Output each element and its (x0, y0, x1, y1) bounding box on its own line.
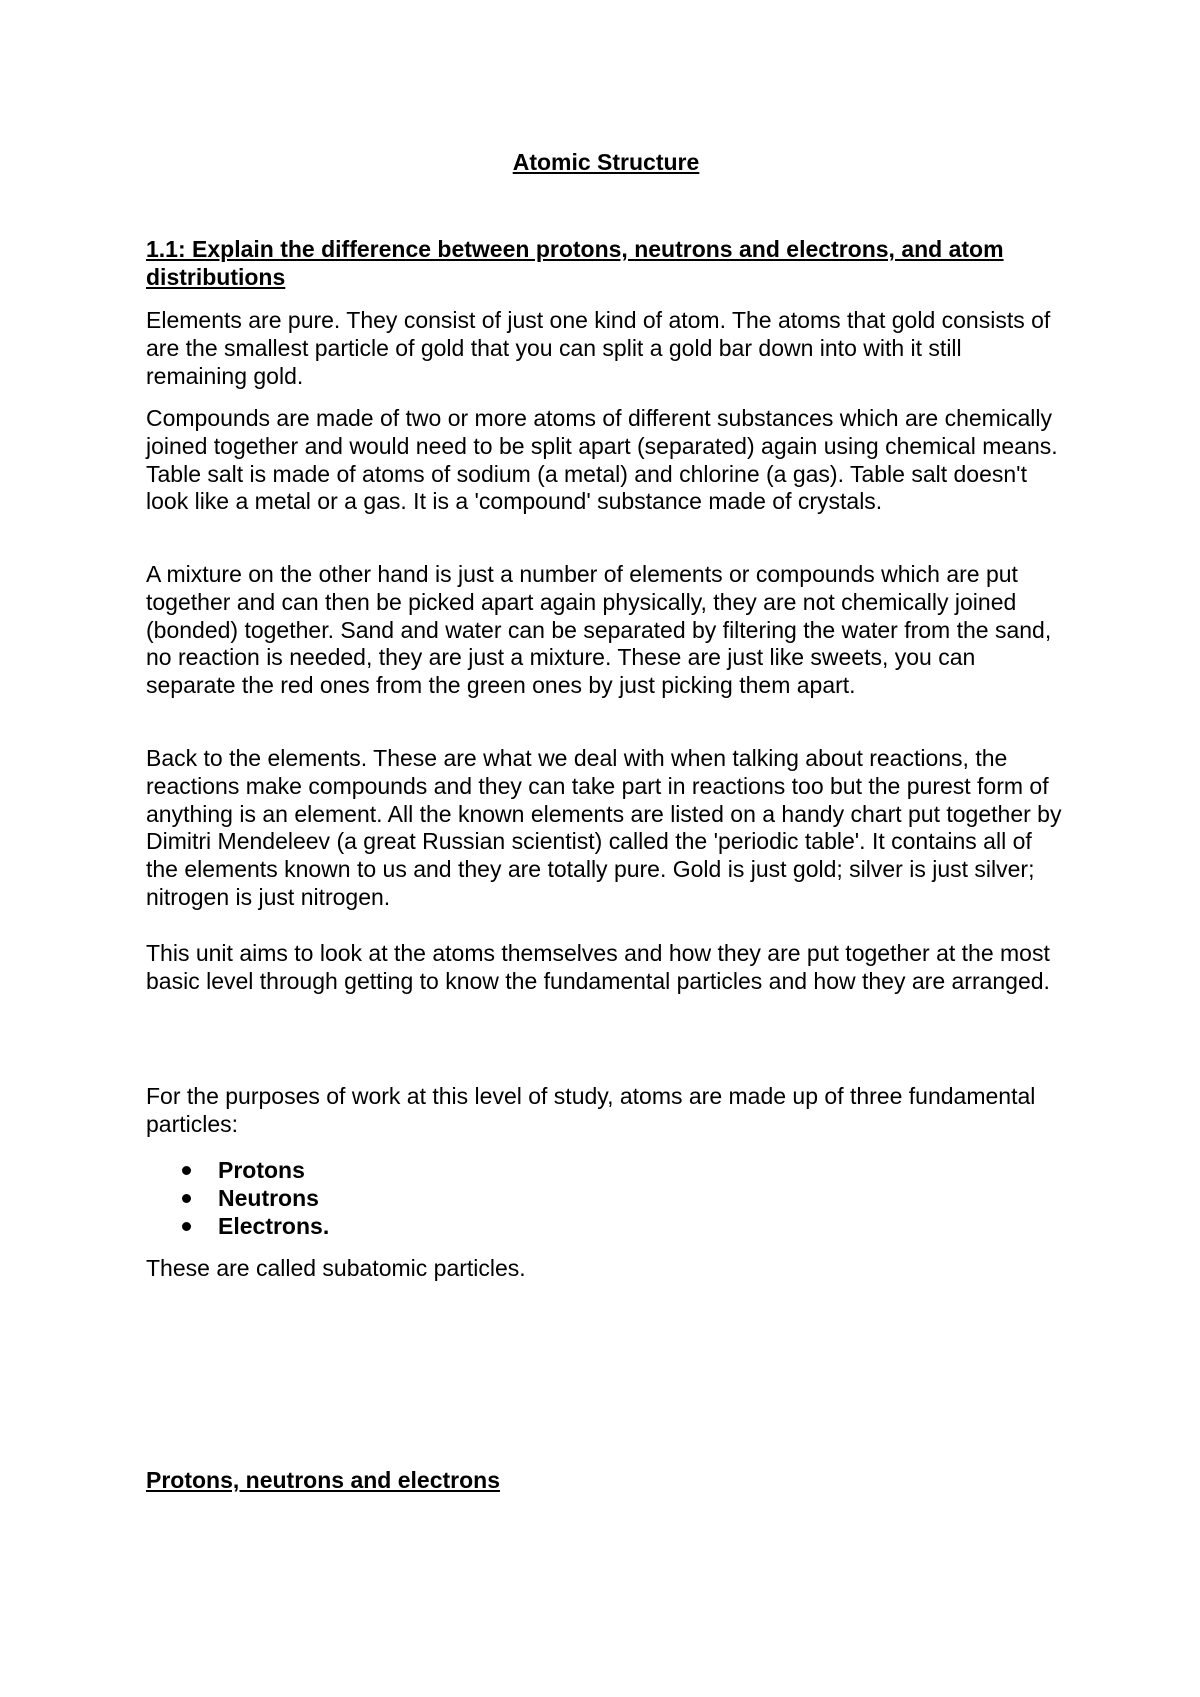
paragraph-compounds: Compounds are made of two or more atoms of different substances which are chemically joined together and would need to be split apart (separated) again using chemical means. Table salt is made of atoms of sodium (a metal) and chlorine (a gas). Table salt doesn't look like a metal or a gas. It is a 'compound' substance made of crystals. (146, 405, 1058, 515)
paragraph-subatomic: These are called subatomic particles. (146, 1255, 526, 1281)
list-item-label: Protons (218, 1157, 305, 1183)
paragraph-mixture: A mixture on the other hand is just a number of elements or compounds which are put together and can then be picked apart again physically, they are not chemically joined (bonded) together. Sand and water can be separated by filtering the water from the sand, no reaction is needed, they are just a mixture. These are just like sweets, you can separate the red ones from the green ones by just picking them apart. (146, 561, 1052, 699)
section-heading-protons-neutrons-electrons: Protons, neutrons and electrons (146, 1467, 500, 1493)
section-heading-1-1: 1.1: Explain the difference between protons, neutrons and electrons, and atom distributions (146, 236, 1004, 290)
list-item (218, 1156, 329, 1184)
bullet-icon (182, 1166, 191, 1175)
list-item (218, 1184, 329, 1212)
paragraph-unit-aims: This unit aims to look at the atoms themselves and how they are put together at the most basic level through getting to know the fundamental particles and how they are arranged. (146, 940, 1050, 994)
paragraph-back-to-elements: Back to the elements. These are what we deal with when talking about reactions, the reactions make compounds and they can take part in reactions too but the purest form of anything is an element. All the known elements are listed on a handy chart put together by Dimitri Mendeleev (a great Russian scientist) called the 'periodic table'. It contains all of the elements known to us and they are totally pure. Gold is just gold; silver is just silver; nitrogen is just nitrogen. (146, 745, 1062, 910)
paragraph-elements: Elements are pure. They consist of just one kind of atom. The atoms that gold consists of are the smallest particle of gold that you can split a gold bar down into with it still remaining gold. (146, 307, 1051, 389)
list-item (218, 1212, 329, 1240)
paragraph-fundamental-particles: For the purposes of work at this level of study, atoms are made up of three fundamental particles: (146, 1083, 1036, 1137)
document-title: Atomic Structure (512, 149, 700, 175)
bullet-icon (182, 1194, 191, 1203)
list-item-label: Electrons. (218, 1213, 330, 1239)
particle-list (218, 1156, 329, 1240)
bullet-icon (182, 1222, 191, 1231)
list-item-label: Neutrons (218, 1185, 319, 1211)
